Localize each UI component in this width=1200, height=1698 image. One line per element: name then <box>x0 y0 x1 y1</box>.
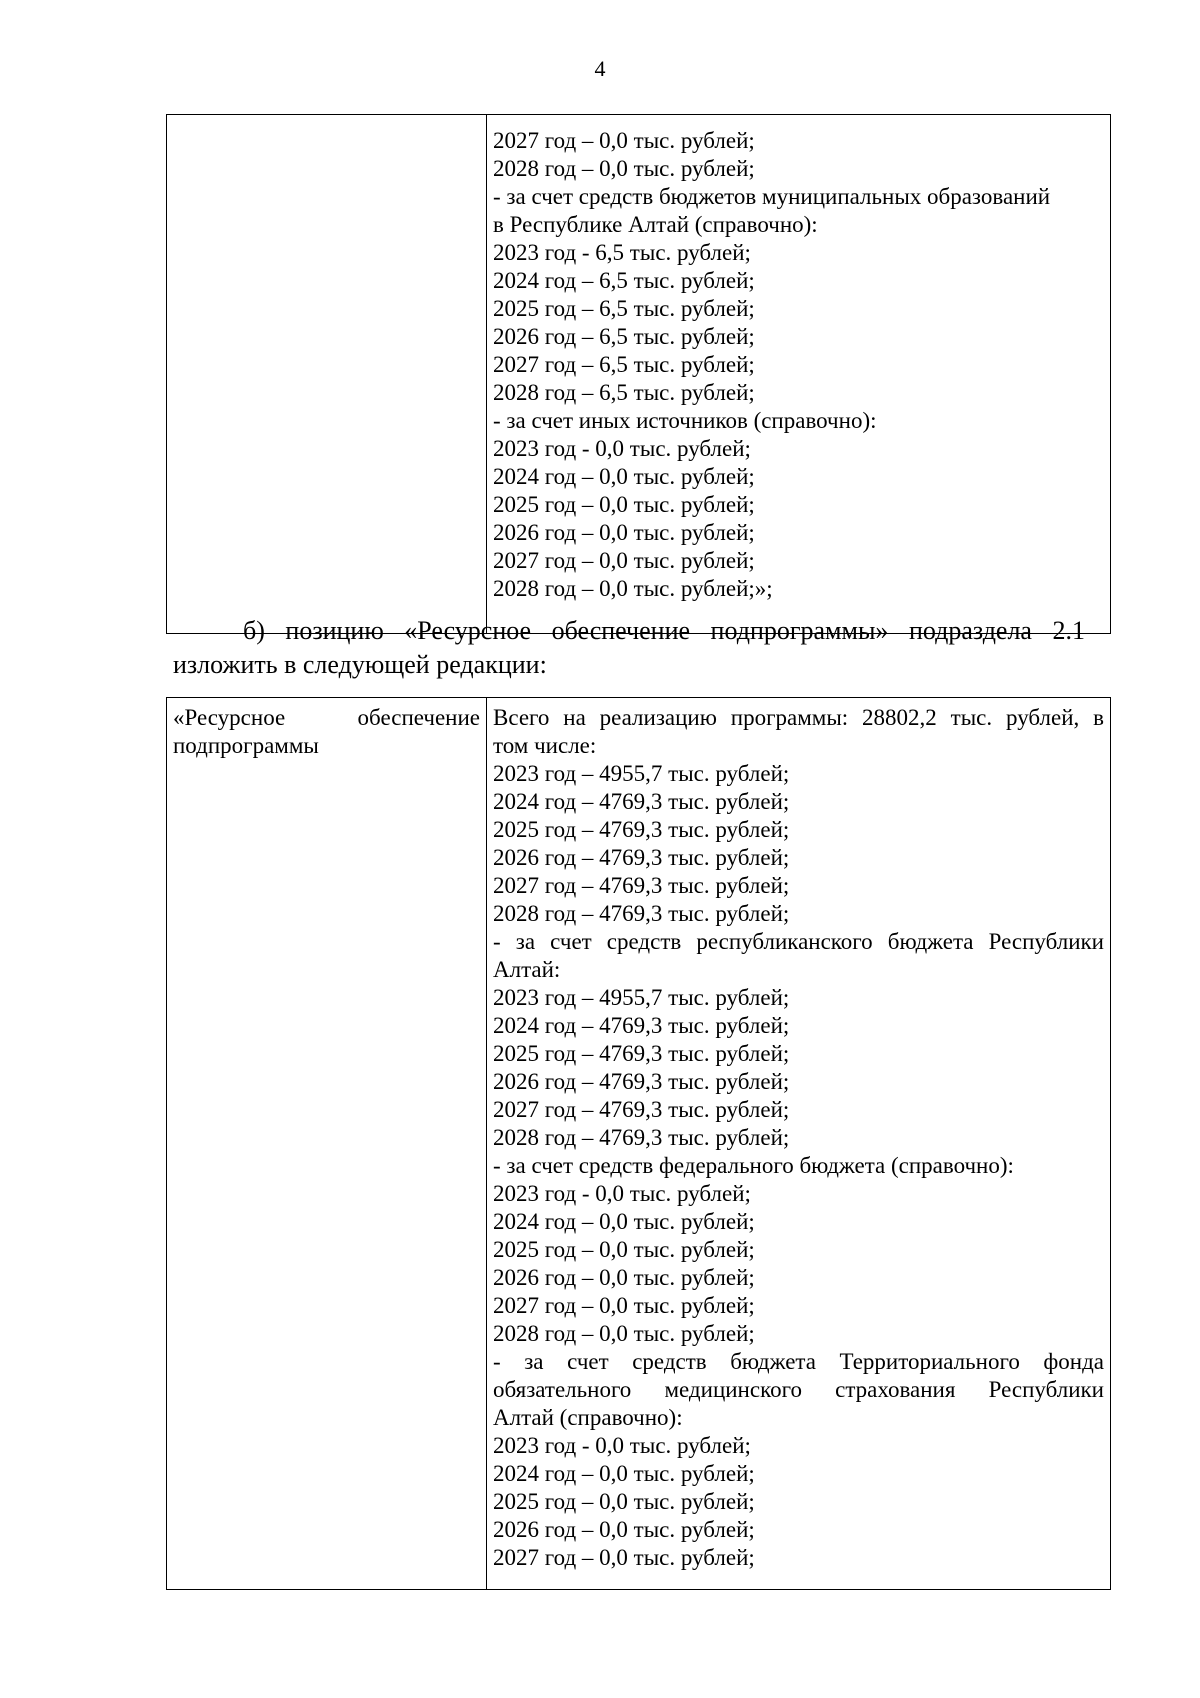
funding-line: 2026 год – 0,0 тыс. рублей; <box>493 1517 755 1542</box>
funding-line: - за счет средств федерального бюджета (справочно): <box>493 1153 1014 1178</box>
funding-line: 2028 год – 4769,3 тыс. рублей; <box>493 901 790 926</box>
resource-provision-table <box>166 697 1111 1590</box>
funding-line: 2024 год – 4769,3 тыс. рублей; <box>493 1013 790 1038</box>
funding-line: 2026 год – 4769,3 тыс. рублей; <box>493 845 790 870</box>
funding-line: - за счет иных источников (справочно): <box>493 408 877 433</box>
funding-line: 2027 год – 6,5 тыс. рублей; <box>493 352 755 377</box>
table-row <box>167 115 1111 634</box>
table-cell-values <box>487 115 1111 634</box>
amendment-paragraph <box>173 614 1085 682</box>
funding-line: 2026 год – 6,5 тыс. рублей; <box>493 324 755 349</box>
funding-lines-list <box>493 704 1104 1572</box>
funding-line: 2023 год – 4955,7 тыс. рублей; <box>493 761 790 786</box>
funding-line: 2023 год - 0,0 тыс. рублей; <box>493 436 751 461</box>
funding-line: 2024 год – 0,0 тыс. рублей; <box>493 464 755 489</box>
funding-line: 2028 год – 6,5 тыс. рублей; <box>493 380 755 405</box>
funding-line: Алтай: <box>493 957 561 982</box>
funding-line: 2026 год – 4769,3 тыс. рублей; <box>493 1069 790 1094</box>
funding-line: 2028 год – 0,0 тыс. рублей;»; <box>493 576 773 601</box>
funding-line: 2028 год – 0,0 тыс. рублей; <box>493 156 755 181</box>
table-row <box>167 698 1111 1590</box>
funding-line: в Республике Алтай (справочно): <box>493 212 818 237</box>
paragraph-line: б) позицию «Ресурсное обеспечение подпрограммы» подраздела 2.1 <box>243 616 1085 645</box>
row-label-line: «Ресурсное обеспечение <box>173 705 480 730</box>
funding-line: 2023 год - 0,0 тыс. рублей; <box>493 1181 751 1206</box>
funding-line: - за счет средств бюджета Территориального фонда <box>493 1349 1104 1374</box>
funding-line: 2026 год – 0,0 тыс. рублей; <box>493 1265 755 1290</box>
funding-line: 2026 год – 0,0 тыс. рублей; <box>493 520 755 545</box>
funding-line: 2027 год – 4769,3 тыс. рублей; <box>493 1097 790 1122</box>
funding-line: 2023 год - 0,0 тыс. рублей; <box>493 1433 751 1458</box>
funding-line: 2024 год – 0,0 тыс. рублей; <box>493 1461 755 1486</box>
funding-line: том числе: <box>493 733 597 758</box>
funding-line: 2027 год – 4769,3 тыс. рублей; <box>493 873 790 898</box>
funding-line: обязательного медицинского страхования Республики <box>493 1377 1104 1402</box>
funding-line: 2028 год – 0,0 тыс. рублей; <box>493 1321 755 1346</box>
funding-line: 2023 год – 4955,7 тыс. рублей; <box>493 985 790 1010</box>
funding-line: 2028 год – 4769,3 тыс. рублей; <box>493 1125 790 1150</box>
funding-line: 2025 год – 4769,3 тыс. рублей; <box>493 817 790 842</box>
funding-line: 2025 год – 4769,3 тыс. рублей; <box>493 1041 790 1066</box>
funding-line: 2025 год – 6,5 тыс. рублей; <box>493 296 755 321</box>
paragraph-line: изложить в следующей редакции: <box>173 650 547 679</box>
page-number: 4 <box>594 56 606 81</box>
funding-line: 2024 год – 4769,3 тыс. рублей; <box>493 789 790 814</box>
funding-lines-list <box>493 127 1104 603</box>
funding-line: 2024 год – 6,5 тыс. рублей; <box>493 268 755 293</box>
funding-line: Всего на реализацию программы: 28802,2 тыс. рублей, в <box>493 705 1104 730</box>
funding-table-continued <box>166 114 1111 634</box>
funding-line: 2025 год – 0,0 тыс. рублей; <box>493 492 755 517</box>
table-cell-label <box>167 698 487 1590</box>
row-label-line: подпрограммы <box>173 733 319 758</box>
funding-line: 2027 год – 0,0 тыс. рублей; <box>493 548 755 573</box>
funding-line: - за счет средств республиканского бюджета Республики <box>493 929 1104 954</box>
funding-line: 2025 год – 0,0 тыс. рублей; <box>493 1237 755 1262</box>
funding-line: Алтай (справочно): <box>493 1405 683 1430</box>
table-cell-label <box>167 115 487 634</box>
funding-line: 2027 год – 0,0 тыс. рублей; <box>493 1545 755 1570</box>
funding-line: 2027 год – 0,0 тыс. рублей; <box>493 1293 755 1318</box>
funding-line: 2027 год – 0,0 тыс. рублей; <box>493 128 755 153</box>
funding-line: 2024 год – 0,0 тыс. рублей; <box>493 1209 755 1234</box>
funding-line: 2025 год – 0,0 тыс. рублей; <box>493 1489 755 1514</box>
funding-line: - за счет средств бюджетов муниципальных образований <box>493 184 1051 209</box>
table-cell-values <box>487 698 1111 1590</box>
funding-line: 2023 год - 6,5 тыс. рублей; <box>493 240 751 265</box>
